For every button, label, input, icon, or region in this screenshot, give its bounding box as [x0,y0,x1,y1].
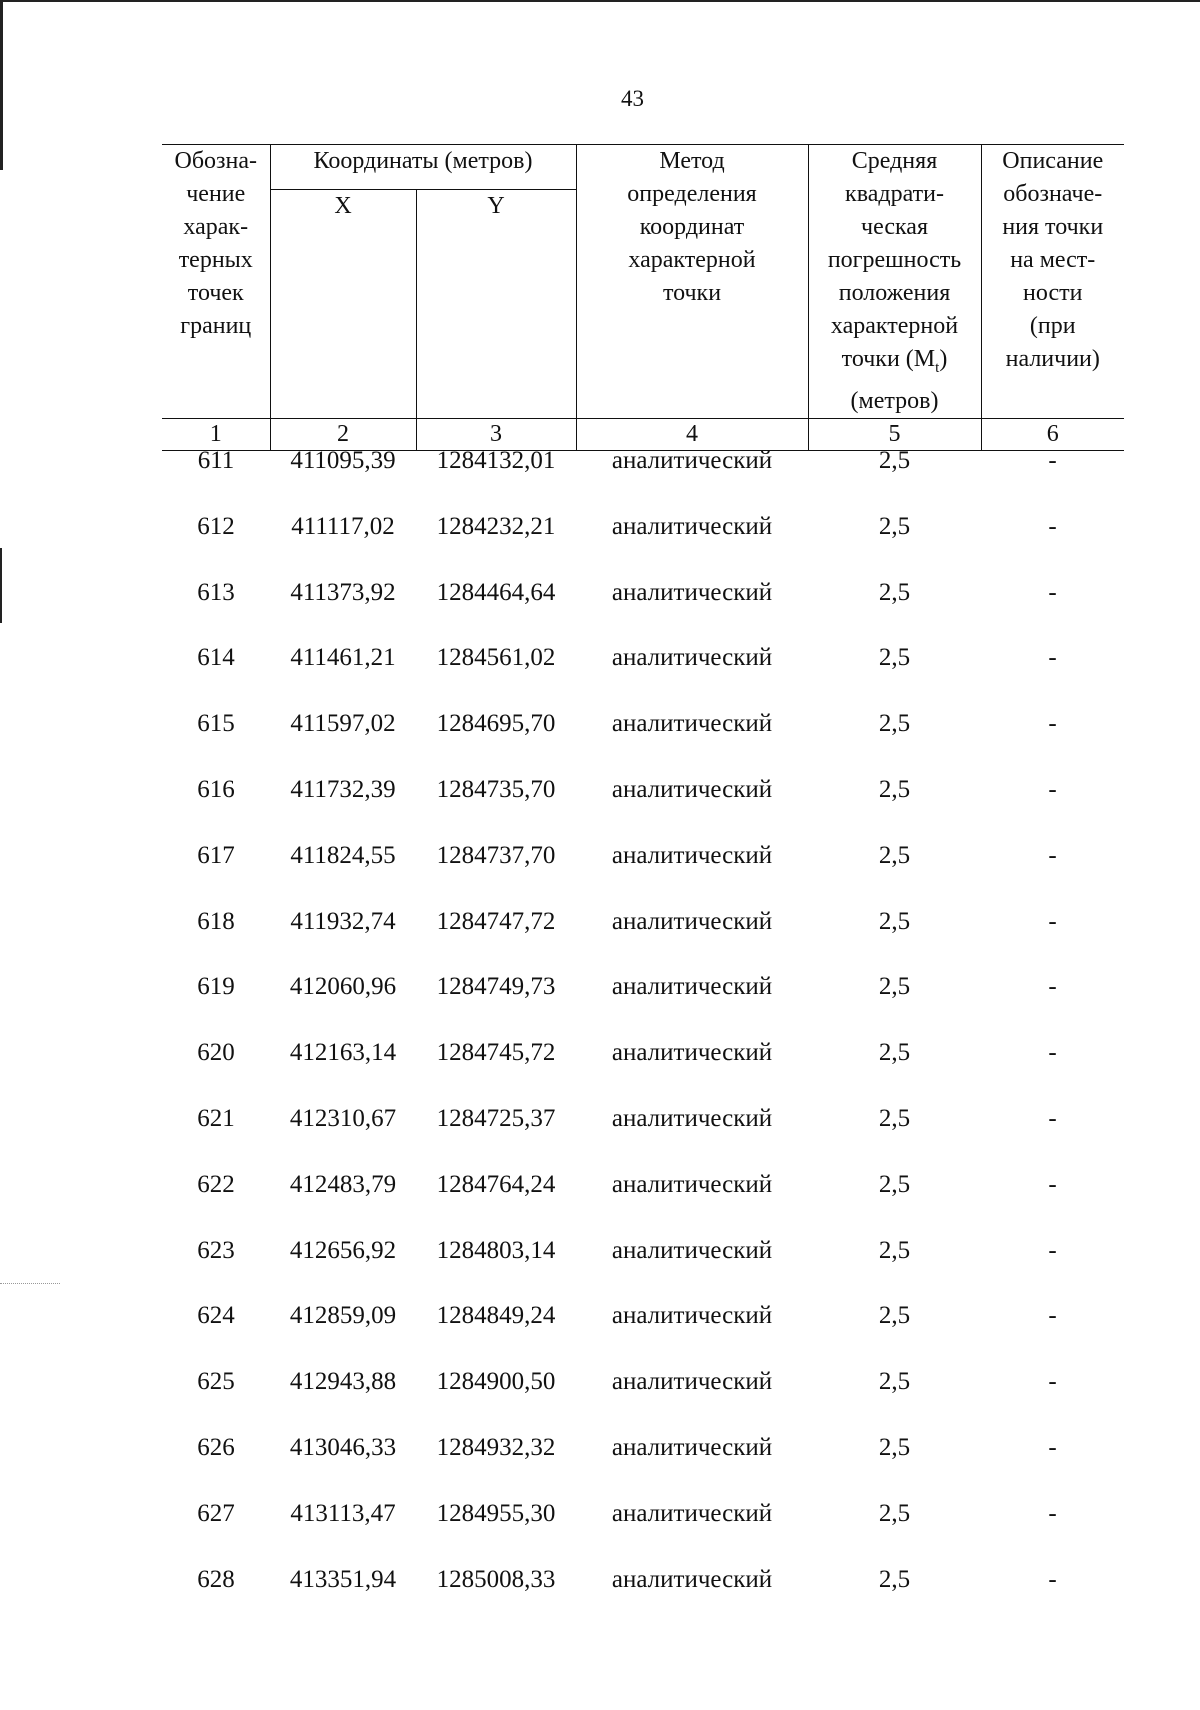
table-row [162,1104,1124,1170]
mean-error: 2,5 [878,512,911,540]
table-row [162,709,1124,775]
method: аналитический [611,1433,773,1461]
point-id: 616 [197,775,235,803]
description: - [1048,841,1057,869]
coord-x: 412310,67 [289,1104,397,1132]
table-body [162,446,1124,1630]
mean-error: 2,5 [878,447,911,474]
method: аналитический [611,1170,773,1198]
point-id: 613 [197,578,235,606]
point-id: 621 [197,1104,235,1132]
table-row [162,1170,1124,1236]
coord-x: 411732,39 [290,775,396,803]
point-id: 626 [197,1433,235,1461]
table-row [162,643,1124,709]
page-number: 43 [621,86,644,111]
mean-error: 2,5 [878,775,911,803]
coord-x: 413113,47 [290,1499,396,1527]
coord-y: 1284695,70 [436,710,556,738]
coord-y: 1284932,32 [436,1433,556,1461]
header-x: X [270,189,416,418]
method: аналитический [611,1236,773,1264]
coord-y: 1284561,02 [436,644,556,672]
coord-x: 413351,94 [289,1565,397,1593]
header-description: Описание обозначе- ния точки на мест- ности (при наличии) [981,145,1124,419]
coord-y: 1284747,72 [436,907,556,935]
mean-error: 2,5 [878,1039,911,1067]
point-id: 611 [197,447,235,474]
point-id: 628 [197,1565,235,1593]
coord-y: 1284849,24 [436,1302,556,1330]
coord-x: 412859,09 [289,1302,397,1330]
header-coordinates: Координаты (метров) [270,145,576,190]
coord-y: 1285008,33 [436,1565,556,1593]
coord-x: 412483,79 [289,1170,397,1198]
point-id: 622 [197,1170,235,1198]
scan-edge-top [0,0,1200,2]
mean-error: 2,5 [878,710,911,738]
method: аналитический [611,1104,773,1132]
mean-error: 2,5 [878,1368,911,1396]
table-row [162,512,1124,578]
table-row [162,1038,1124,1104]
header-method: Метод определения координат характерной точки [576,145,808,419]
description: - [1048,1039,1057,1067]
mean-error: 2,5 [878,841,911,869]
method: аналитический [611,907,773,935]
mean-error: 2,5 [878,1104,911,1132]
description: - [1048,1433,1057,1461]
point-id: 618 [197,907,235,935]
table-row [162,1301,1124,1367]
table-row [162,972,1124,1038]
table-row [162,1565,1124,1631]
table-row [162,1367,1124,1433]
table-row [162,1499,1124,1565]
point-id: 617 [197,841,235,869]
method: аналитический [611,1302,773,1330]
method: аналитический [611,447,773,474]
mean-error: 2,5 [878,578,911,606]
method: аналитический [611,710,773,738]
column-number: 4 [576,418,808,450]
column-number: 5 [808,418,981,450]
coord-y: 1284232,21 [436,512,556,540]
coord-x: 411824,55 [290,841,396,869]
column-number: 6 [981,418,1124,450]
column-number: 3 [416,418,576,450]
description: - [1048,1499,1057,1527]
description: - [1048,578,1057,606]
point-id: 619 [197,973,235,1001]
coord-x: 411095,39 [290,447,396,474]
scan-edge-left [0,0,3,170]
point-id: 612 [197,512,235,540]
column-number: 1 [162,418,270,450]
description: - [1048,710,1057,738]
coord-y: 1284725,37 [436,1104,556,1132]
table-row [162,446,1124,512]
method: аналитический [611,973,773,1001]
header-y: Y [416,189,576,418]
table-row [162,907,1124,973]
coord-y: 1284745,72 [436,1039,556,1067]
description: - [1048,907,1057,935]
coord-x: 411461,21 [290,644,396,672]
mean-error: 2,5 [878,1499,911,1527]
mean-error: 2,5 [878,907,911,935]
mean-error: 2,5 [878,1433,911,1461]
coord-y: 1284900,50 [436,1368,556,1396]
description: - [1048,644,1057,672]
description: - [1048,512,1057,540]
method: аналитический [611,512,773,540]
coord-y: 1284132,01 [436,447,556,474]
coord-y: 1284464,64 [436,578,556,606]
mean-error: 2,5 [878,644,911,672]
method: аналитический [611,1565,773,1593]
point-id: 614 [197,644,235,672]
coord-y: 1284764,24 [436,1170,556,1198]
description: - [1048,1170,1057,1198]
coord-y: 1284803,14 [436,1236,556,1264]
scan-artifact [0,1283,60,1285]
point-id: 624 [197,1302,235,1330]
header-point-designation: Обозна- чение харак- терных точек границ [162,145,270,419]
coord-y: 1284749,73 [436,973,556,1001]
header-mean-error-unit: ) (метров) [850,346,948,414]
table-row [162,775,1124,841]
table-row [162,1236,1124,1302]
mean-error: 2,5 [878,1302,911,1330]
description: - [1048,1565,1057,1593]
table-header [162,144,1124,451]
coord-x: 412943,88 [289,1368,397,1396]
method: аналитический [611,578,773,606]
table-row [162,1433,1124,1499]
description: - [1048,1236,1057,1264]
method: аналитический [611,775,773,803]
description: - [1048,775,1057,803]
description: - [1048,447,1057,474]
coord-x: 413046,33 [289,1433,397,1461]
method: аналитический [611,1039,773,1067]
header-mean-error-sub: t [935,359,940,376]
coord-y: 1284735,70 [436,775,556,803]
description: - [1048,1368,1057,1396]
mean-error: 2,5 [878,1565,911,1593]
mean-error: 2,5 [878,1236,911,1264]
mean-error: 2,5 [878,1170,911,1198]
table-row [162,841,1124,907]
point-id: 627 [197,1499,235,1527]
point-id: 625 [197,1368,235,1396]
description: - [1048,973,1057,1001]
coord-x: 412163,14 [289,1039,397,1067]
point-id: 615 [197,710,235,738]
coord-x: 411117,02 [291,512,395,540]
mean-error: 2,5 [878,973,911,1001]
coord-x: 411373,92 [290,578,396,606]
method: аналитический [611,644,773,672]
point-id: 623 [197,1236,235,1264]
point-id: 620 [197,1039,235,1067]
header-mean-error [808,145,981,419]
scan-edge-left [0,548,2,623]
coord-x: 411597,02 [290,710,396,738]
method: аналитический [611,1499,773,1527]
column-number: 2 [270,418,416,450]
table-row [162,578,1124,644]
coord-y: 1284955,30 [436,1499,556,1527]
coord-y: 1284737,70 [436,841,556,869]
method: аналитический [611,841,773,869]
coord-x: 412656,92 [289,1236,397,1264]
coord-x: 412060,96 [289,973,397,1001]
description: - [1048,1104,1057,1132]
coord-x: 411932,74 [290,907,396,935]
header-mean-error-text: Средняя квадрати- ческая погрешность положения характерной точки (M [827,148,962,372]
method: аналитический [611,1368,773,1396]
description: - [1048,1302,1057,1330]
